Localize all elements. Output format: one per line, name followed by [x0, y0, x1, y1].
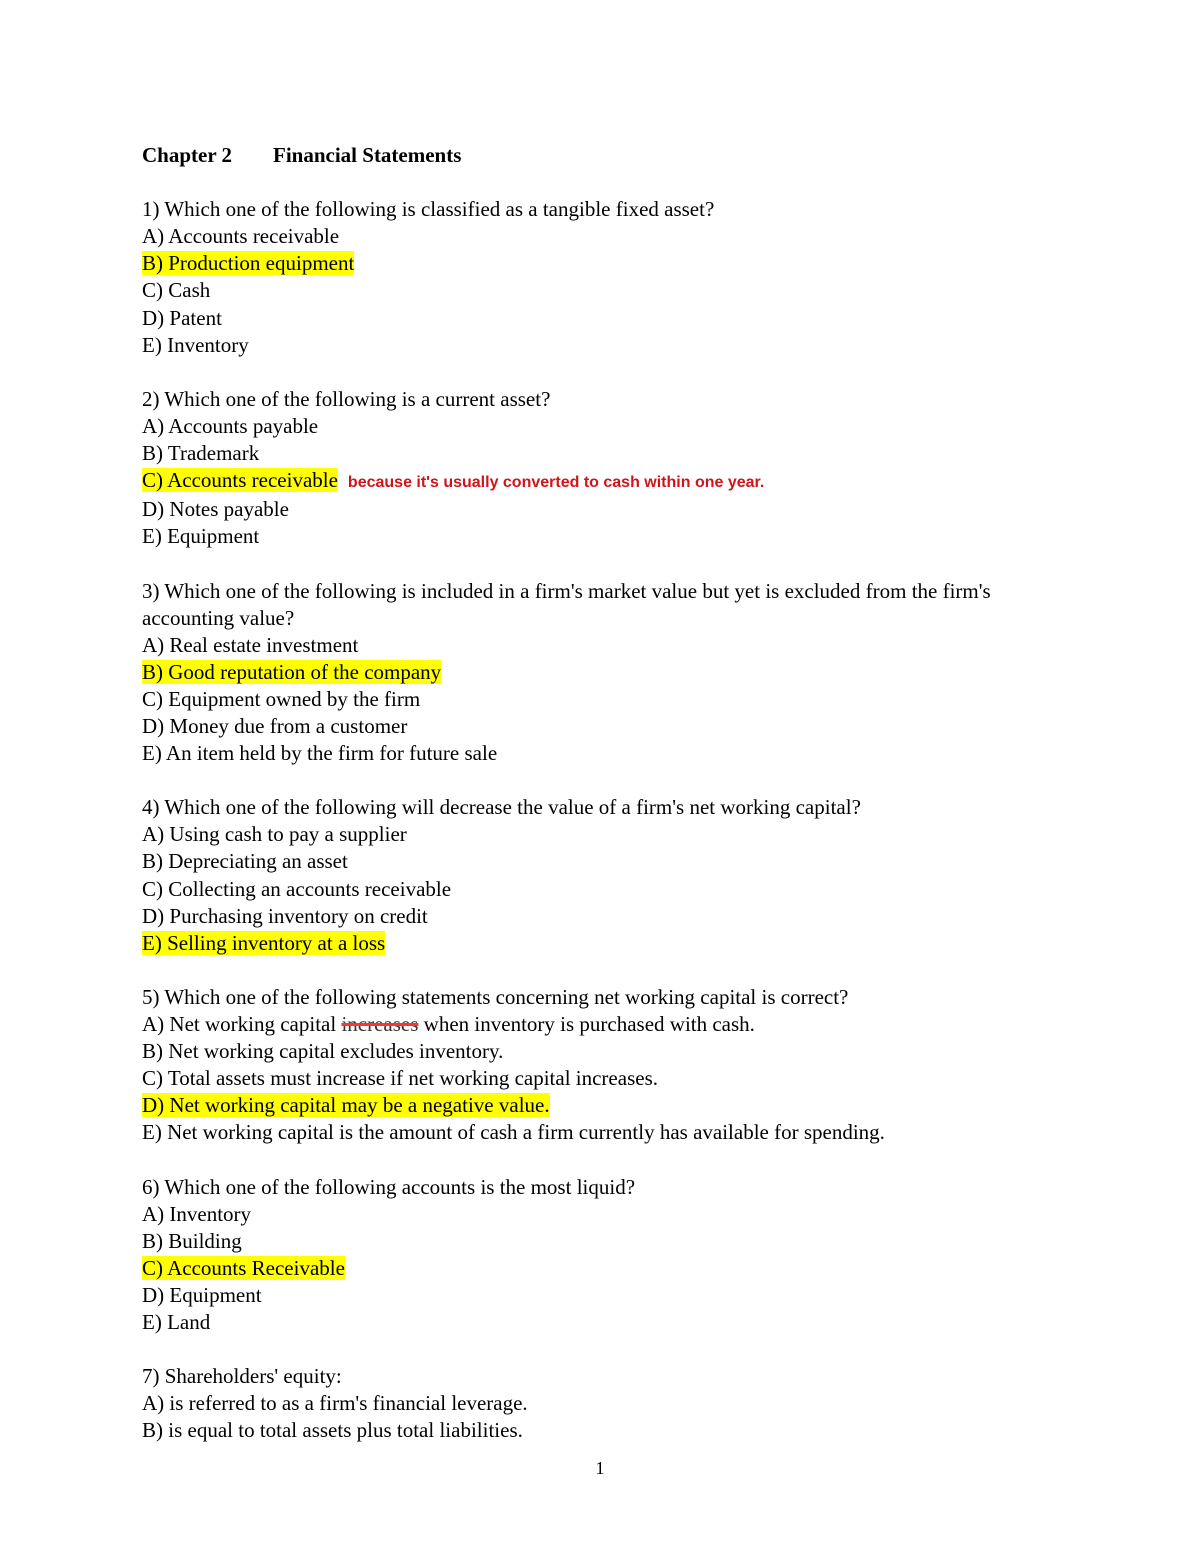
option-text	[142, 904, 428, 928]
page-number: 1	[595, 1458, 605, 1478]
option-text	[142, 1229, 242, 1253]
option-text-segment: C) Accounts Receivable	[142, 1255, 345, 1280]
answer-option	[142, 1011, 1042, 1038]
option-text-segment: D) Net working capital may be a negative value.	[142, 1093, 550, 1118]
option-text-segment: D) Notes payable	[142, 497, 289, 522]
option-text	[142, 687, 420, 711]
answer-option	[142, 1309, 1042, 1336]
option-text	[142, 849, 348, 873]
option-text	[142, 1283, 262, 1307]
question-text: 5) Which one of the following statements concerning net working capital is correct?	[142, 984, 849, 1009]
question-text: 2) Which one of the following is a current asset?	[142, 386, 551, 411]
option-text-segment: A) Using cash to pay a supplier	[142, 822, 407, 847]
question	[142, 578, 1042, 768]
question	[142, 1363, 1042, 1444]
answer-option	[142, 1228, 1042, 1255]
answer-option	[142, 848, 1042, 875]
option-text	[142, 1039, 503, 1063]
answer-option	[142, 496, 1042, 523]
answer-option	[142, 740, 1042, 767]
answer-option	[142, 686, 1042, 713]
option-text-segment: B) is equal to total assets plus total liabilities.	[142, 1418, 523, 1443]
option-text	[142, 1310, 210, 1334]
option-text	[142, 306, 222, 330]
option-text	[142, 877, 451, 901]
answer-option	[142, 1119, 1042, 1146]
option-text-segment: E) Equipment	[142, 524, 260, 549]
option-text-segment: A) Inventory	[142, 1201, 252, 1226]
answer-option	[142, 1065, 1042, 1092]
answer-option	[142, 440, 1042, 467]
option-text-segment: E) Land	[142, 1310, 211, 1335]
option-text	[142, 251, 354, 275]
option-text-segment: A) Accounts receivable	[142, 224, 340, 249]
answer-option-highlighted	[142, 1092, 1042, 1119]
answer-option	[142, 903, 1042, 930]
answer-option	[142, 305, 1042, 332]
answer-option	[142, 876, 1042, 903]
answer-option-highlighted	[142, 250, 1042, 277]
option-text-segment: B) Building	[142, 1228, 242, 1253]
option-text	[142, 414, 318, 438]
option-text-segment: D) Money due from a customer	[142, 713, 408, 738]
option-text-segment: A) Real estate investment	[142, 632, 359, 657]
option-text	[142, 1202, 251, 1226]
option-text-segment: C) Equipment owned by the firm	[142, 686, 421, 711]
answer-option	[142, 1390, 1042, 1417]
option-text	[142, 822, 407, 846]
option-text	[142, 1120, 885, 1144]
question-text: 1) Which one of the following is classified as a tangible fixed asset?	[142, 197, 715, 222]
option-text	[142, 278, 210, 302]
option-text-segment: A) is referred to as a firm's financial leverage.	[142, 1391, 528, 1416]
question-list	[142, 196, 1042, 1444]
answer-option	[142, 632, 1042, 659]
question	[142, 386, 1042, 551]
annotation-note: because it's usually converted to cash within one year.	[347, 474, 765, 492]
question-text: 4) Which one of the following will decrease the value of a firm's net working capital?	[142, 795, 861, 820]
option-text-segment: D) Purchasing inventory on credit	[142, 903, 428, 928]
option-text-segment: A) Net working capital	[142, 1012, 342, 1036]
answer-option-highlighted	[142, 1255, 1042, 1282]
option-text-segment: C) Accounts receivable	[142, 468, 338, 493]
option-text	[142, 441, 259, 465]
answer-option-highlighted	[142, 930, 1042, 957]
answer-option	[142, 523, 1042, 550]
option-text-segment: D) Patent	[142, 305, 222, 330]
chapter-number: Chapter 2	[142, 143, 233, 167]
struck-word: increases	[341, 1012, 419, 1036]
option-text-segment: B) Trademark	[142, 441, 260, 466]
option-text-segment: when inventory is purchased with cash.	[418, 1012, 755, 1036]
option-text	[142, 224, 339, 248]
document-page	[142, 142, 1042, 1472]
option-text-segment: A) Accounts payable	[142, 413, 319, 438]
option-text-segment: B) Good reputation of the company	[142, 659, 442, 684]
option-text-segment: E) Selling inventory at a loss	[142, 930, 386, 955]
option-text	[142, 333, 249, 357]
option-text-segment: E) An item held by the firm for future sale	[142, 741, 498, 766]
question	[142, 1174, 1042, 1337]
option-text	[142, 660, 441, 684]
option-text	[142, 497, 289, 521]
option-text	[142, 1012, 755, 1036]
option-text-segment: B) Depreciating an asset	[142, 849, 348, 874]
answer-option-highlighted	[142, 659, 1042, 686]
option-text-segment: C) Total assets must increase if net working capital increases.	[142, 1066, 658, 1091]
option-text	[142, 524, 259, 548]
option-text	[142, 1093, 550, 1117]
question	[142, 794, 1042, 957]
answer-option	[142, 1201, 1042, 1228]
question	[142, 196, 1042, 359]
option-text	[142, 1256, 345, 1280]
option-text	[142, 633, 358, 657]
answer-option	[142, 277, 1042, 304]
answer-option-highlighted	[142, 467, 1042, 496]
answer-option	[142, 413, 1042, 440]
option-text-segment: B) Production equipment	[142, 251, 355, 276]
option-text-segment: B) Net working capital excludes inventory.	[142, 1039, 504, 1064]
option-text-segment: E) Net working capital is the amount of cash a firm currently has available for spending.	[142, 1120, 885, 1145]
chapter-title: Financial Statements	[273, 143, 462, 167]
option-text	[142, 741, 497, 765]
question-text: 7) Shareholders' equity:	[142, 1364, 342, 1389]
answer-option	[142, 223, 1042, 250]
answer-option	[142, 713, 1042, 740]
option-text-segment: E) Inventory	[142, 332, 249, 357]
question-text: 3) Which one of the following is included in a firm's market value but yet is excluded from the firm's accounting value?	[142, 578, 991, 630]
option-text	[142, 1066, 658, 1090]
option-text	[142, 468, 338, 492]
option-text-segment: C) Cash	[142, 278, 211, 303]
answer-option	[142, 1417, 1042, 1444]
question-text: 6) Which one of the following accounts is the most liquid?	[142, 1174, 636, 1199]
option-text-segment: C) Collecting an accounts receivable	[142, 876, 452, 901]
answer-option	[142, 821, 1042, 848]
option-text	[142, 931, 385, 955]
answer-option	[142, 332, 1042, 359]
option-text-segment: D) Equipment	[142, 1282, 262, 1307]
option-text	[142, 714, 407, 738]
chapter-heading	[142, 142, 1042, 169]
question	[142, 984, 1042, 1147]
answer-option	[142, 1038, 1042, 1065]
option-text	[142, 1418, 523, 1442]
answer-option	[142, 1282, 1042, 1309]
option-text	[142, 1391, 528, 1415]
